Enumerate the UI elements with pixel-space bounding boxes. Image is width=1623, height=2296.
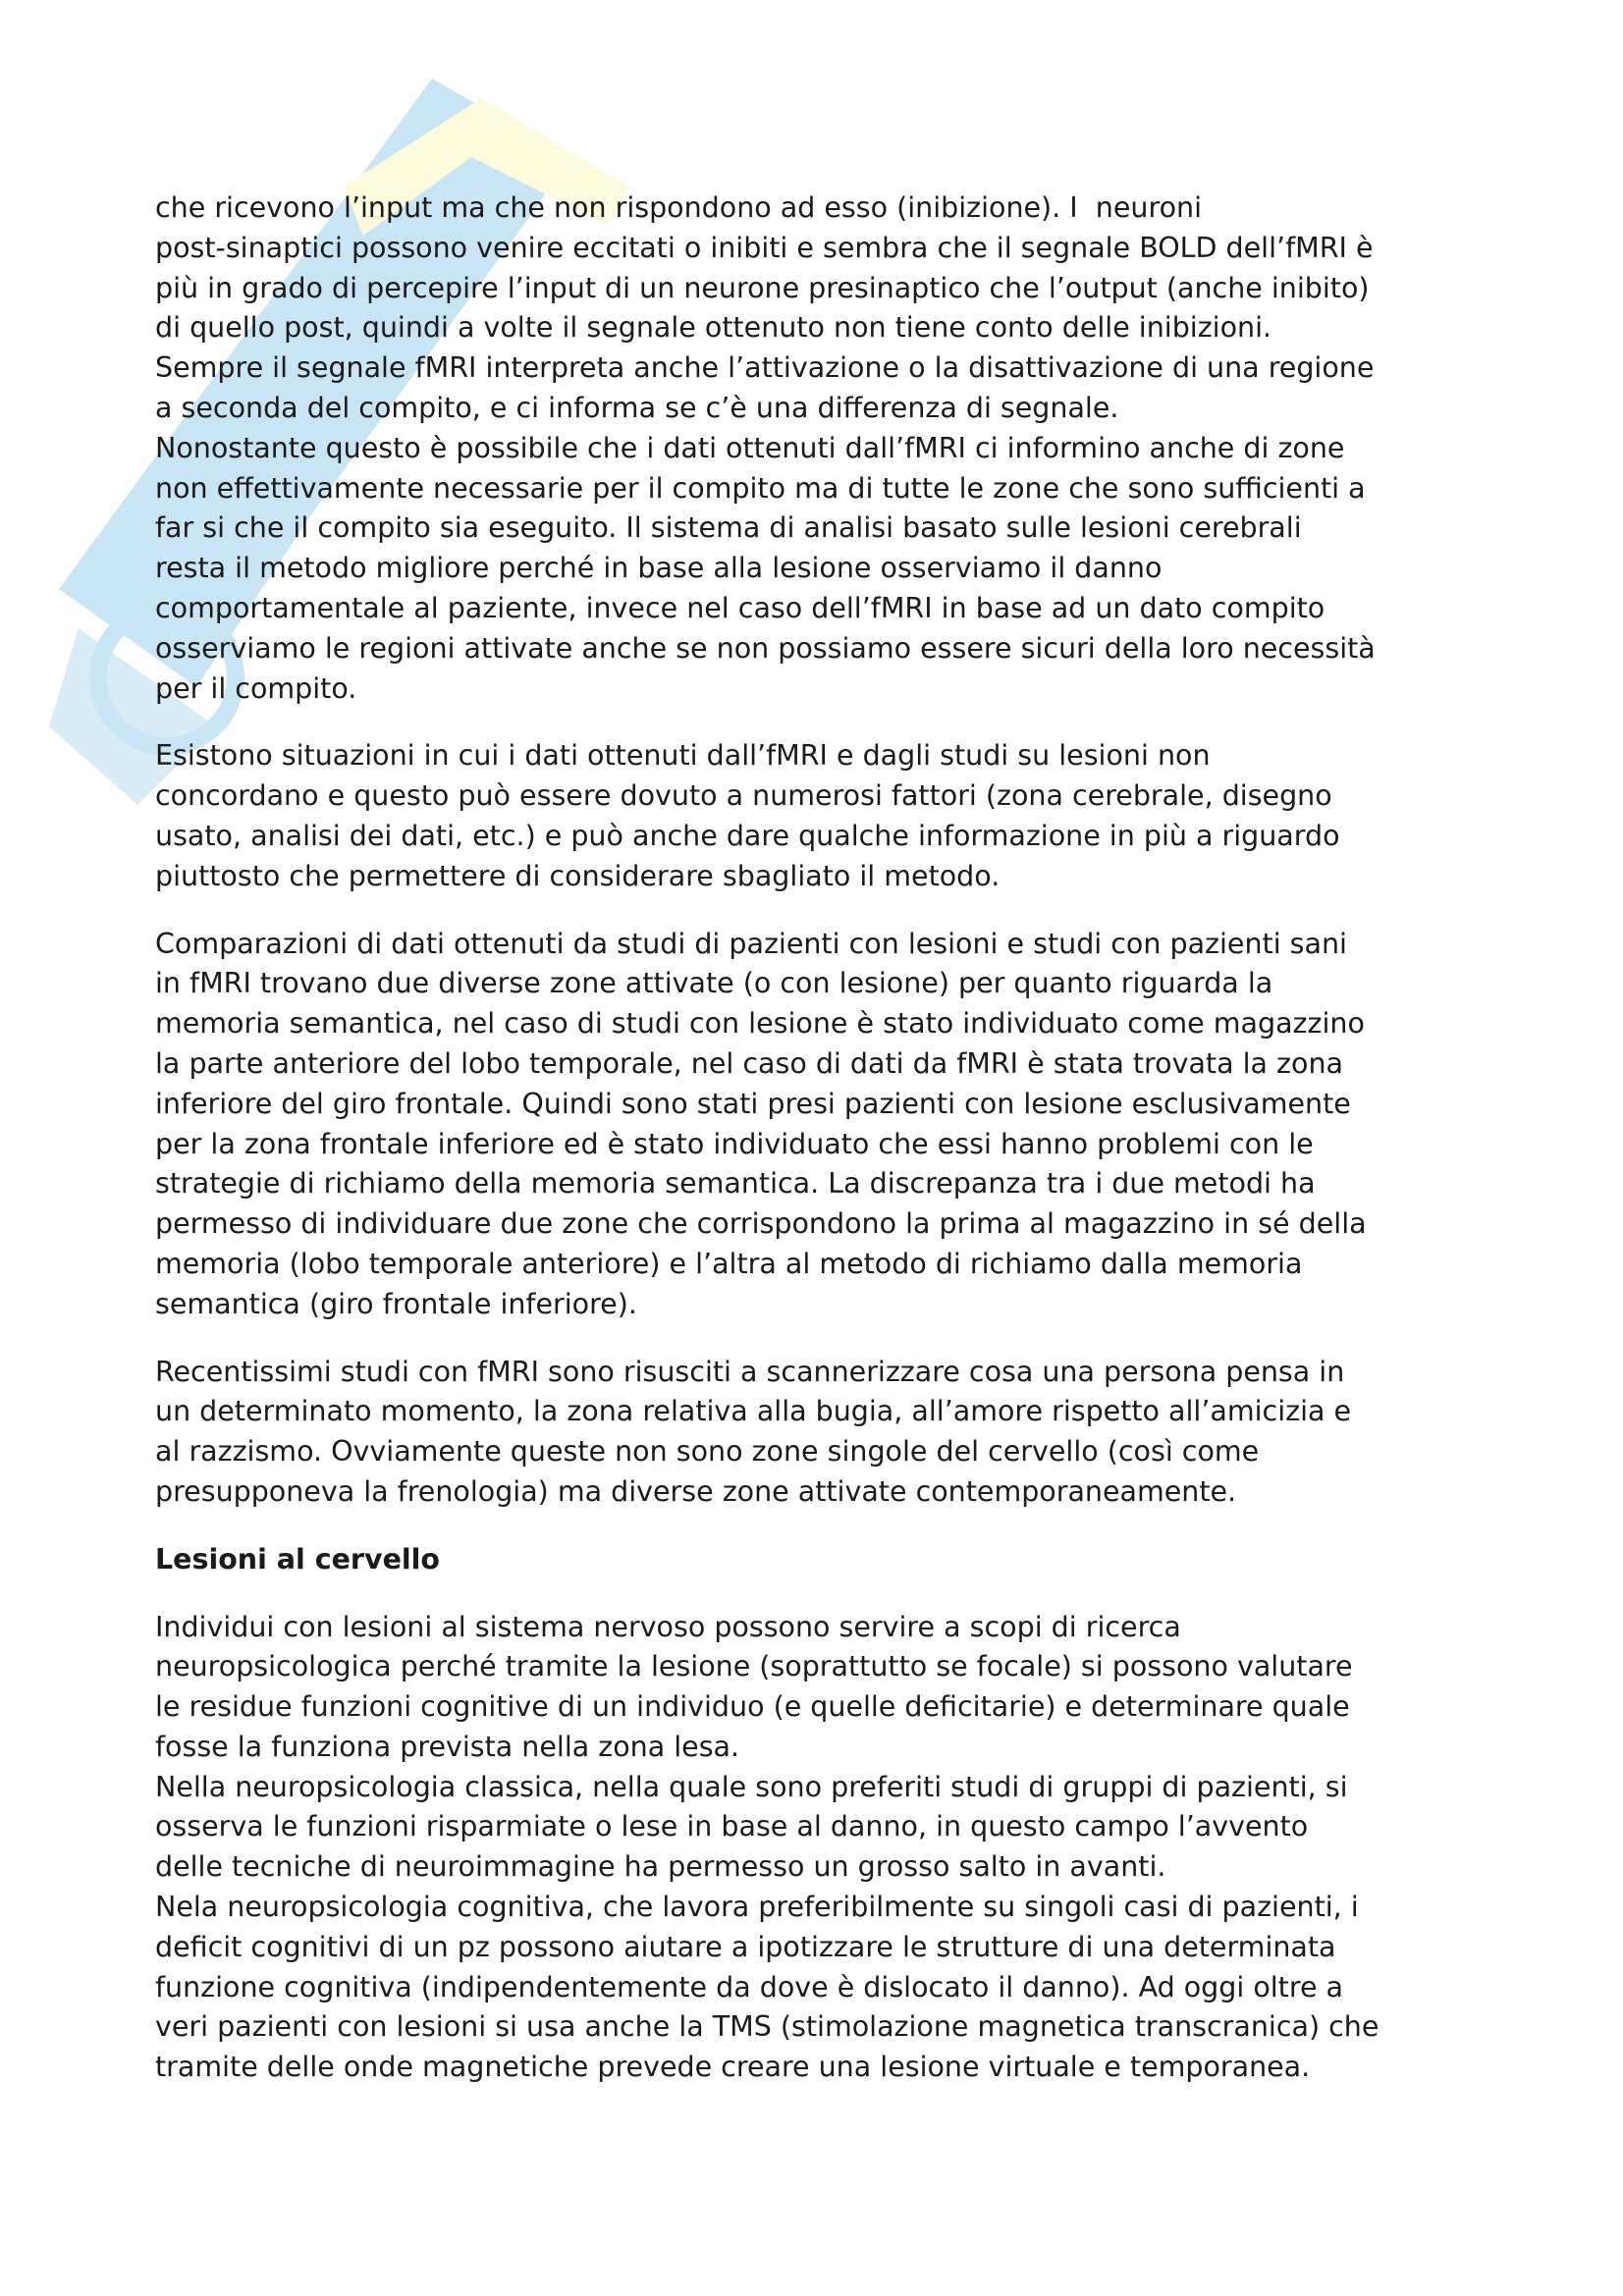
text-line: per il compito.: [155, 671, 357, 705]
paragraph-fmri-limits: [155, 188, 1481, 709]
text-line: osserva le funzioni risparmiate o lese in base al danno, in questo campo l’avvento: [155, 1810, 1309, 1843]
text-line: strategie di richiamo della memoria semantica. La discrepanza tra i due metodi ha: [155, 1167, 1316, 1201]
text-line: per la zona frontale inferiore ed è stato individuato che essi hanno problemi con le: [155, 1127, 1314, 1160]
text-line: deficit cognitivi di un pz possono aiutare a ipotizzare le strutture di una determinata: [155, 1930, 1336, 1963]
text-line: funzione cognitiva (indipendentemente da dove è dislocato il danno). Ad oggi oltre a: [155, 1970, 1343, 2003]
text-line: fosse la funziona prevista nella zona lesa.: [155, 1730, 740, 1763]
text-line: veri pazienti con lesioni si usa anche la TMS (stimolazione magnetica transcranica) che: [155, 2010, 1380, 2044]
text-line: la parte anteriore del lobo temporale, nel caso di dati da fMRI è stata trovata la zona: [155, 1046, 1343, 1080]
document-page: [155, 188, 1481, 2115]
text-line: far si che il compito sia eseguito. Il sistema di analisi basato sulle lesioni cerebrali: [155, 511, 1302, 545]
text-line: piuttosto che permettere di considerare sbagliato il metodo.: [155, 859, 1001, 892]
text-line: osserviamo le regioni attivate anche se non possiamo essere sicuri della loro necessità: [155, 631, 1376, 665]
text-line: Nonostante questo è possibile che i dati ottenuti dall’fMRI ci informino anche di zone: [155, 431, 1345, 464]
text-line: Esistono situazioni in cui i dati ottenuti dall’fMRI e dagli studi su lesioni non: [155, 739, 1211, 773]
text-line: un determinato momento, la zona relativa alla bugia, all’amore rispetto all’amicizia e: [155, 1395, 1352, 1428]
text-line: concordano e questo può essere dovuto a numerosi fattori (zona cerebrale, disegno: [155, 779, 1332, 813]
text-line: memoria (lobo temporale anteriore) e l’altra al metodo di richiamo dalla memoria: [155, 1247, 1303, 1280]
text-line: inferiore del giro frontale. Quindi sono stati presi pazienti con lesione esclusivamente: [155, 1087, 1351, 1120]
section-heading: Lesioni al cervello: [155, 1542, 441, 1575]
text-line: comportamentale al paziente, invece nel caso dell’fMRI in base ad un dato compito: [155, 591, 1325, 624]
text-line: presupponeva la frenologia) ma diverse zone attivate contemporaneamente.: [155, 1474, 1237, 1508]
text-line: a seconda del compito, e ci informa se c’è una differenza di segnale.: [155, 391, 1119, 424]
text-line: le residue funzioni cognitive di un individuo (e quelle deficitarie) e determinare quale: [155, 1690, 1350, 1724]
text-line: resta il metodo migliore perché in base alla lesione osserviamo il danno: [155, 552, 1163, 585]
paragraph-recent-studies: [155, 1353, 1481, 1513]
text-line: Nella neuropsicologia classica, nella quale sono preferiti studi di gruppi di pazienti, si: [155, 1770, 1348, 1803]
text-line: semantica (giro frontale inferiore).: [155, 1287, 637, 1320]
text-line: usato, analisi dei dati, etc.) e può anche dare qualche informazione in più a riguardo: [155, 819, 1340, 852]
paragraph-brain-lesions: [155, 1608, 1481, 2089]
text-line: non effettivamente necessarie per il compito ma di tutte le zone che sono sufficienti a: [155, 471, 1366, 505]
text-line: al razzismo. Ovviamente queste non sono zone singole del cervello (così come: [155, 1435, 1260, 1468]
text-line: post-sinaptici possono venire eccitati o inibiti e sembra che il segnale BOLD dell’fMRI è: [155, 231, 1374, 264]
text-line: memoria semantica, nel caso di studi con lesione è stato individuato come magazzino: [155, 1007, 1365, 1041]
text-line: Recentissimi studi con fMRI sono risusciti a scannerizzare cosa una persona pensa in: [155, 1355, 1345, 1388]
text-line: delle tecniche di neuroimmagine ha permesso un grosso salto in avanti.: [155, 1850, 1166, 1884]
text-line: Individui con lesioni al sistema nervoso possono servire a scopi di ricerca: [155, 1610, 1181, 1643]
text-line: tramite delle onde magnetiche prevede creare una lesione virtuale e temporanea.: [155, 2051, 1311, 2084]
text-line: Comparazioni di dati ottenuti da studi di pazienti con lesioni e studi con pazienti sani: [155, 927, 1347, 960]
text-line: più in grado di percepire l’input di un neurone presinaptico che l’output (anche inibito): [155, 271, 1370, 304]
text-line: permesso di individuare due zone che corrispondono la prima al magazzino in sé della: [155, 1207, 1367, 1241]
text-line: Nela neuropsicologia cognitiva, che lavora preferibilmente su singoli casi di pazienti, i: [155, 1891, 1359, 1924]
paragraph-discordance: [155, 736, 1481, 896]
text-line: Sempre il segnale fMRI interpreta anche l’attivazione o la disattivazione di una regione: [155, 351, 1375, 385]
paragraph-comparisons: [155, 925, 1481, 1325]
text-line: neuropsicologica perché tramite la lesione (soprattutto se focale) si possono valutare: [155, 1650, 1353, 1683]
text-line: di quello post, quindi a volte il segnale ottenuto non tiene conto delle inibizioni.: [155, 311, 1272, 345]
text-line: che ricevono l’input ma che non rispondono ad esso (inibizione). I neuroni: [155, 191, 1202, 224]
text-line: in fMRI trovano due diverse zone attivate (o con lesione) per quanto riguarda la: [155, 967, 1273, 1000]
